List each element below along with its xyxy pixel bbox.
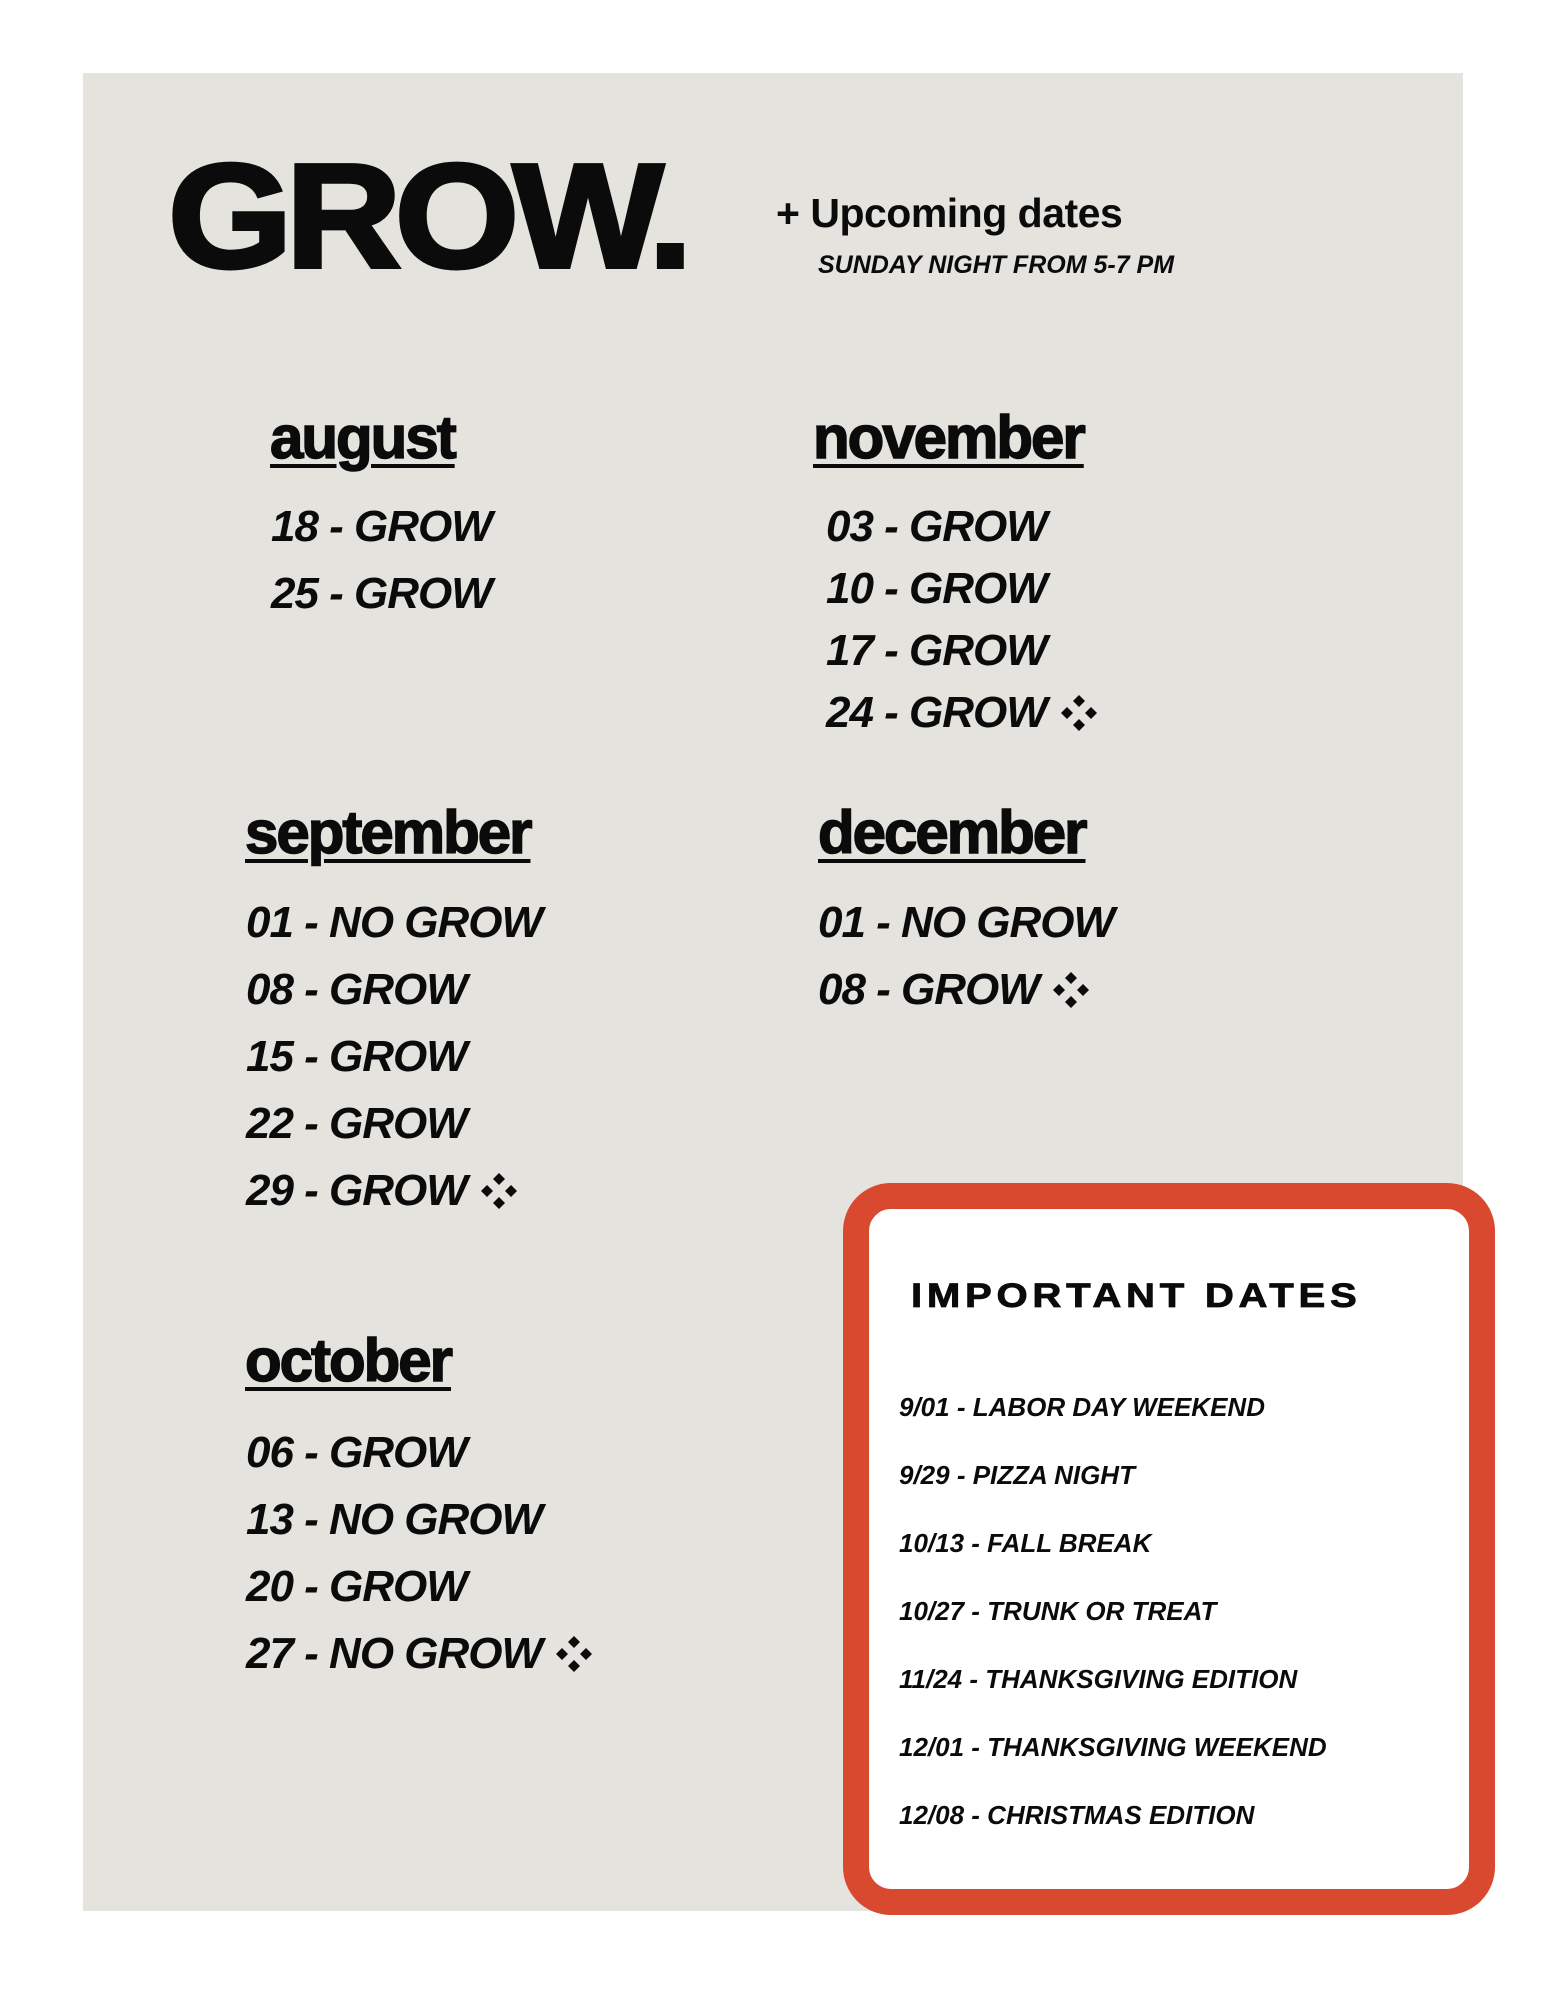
date-entry	[246, 1620, 594, 1687]
month-heading-august: august	[270, 404, 455, 471]
important-date-item: 10/27 - TRUNK OR TREAT	[899, 1596, 1217, 1626]
month-heading-december: december	[818, 799, 1086, 866]
month-heading-november: november	[813, 404, 1084, 471]
date-entry-label: 18 - GROW	[271, 502, 492, 551]
month-list-october	[246, 1419, 594, 1687]
four-diamond-sparkle-icon	[1059, 693, 1099, 733]
month-heading-september: september	[245, 799, 531, 866]
date-entry-label: 20 - GROW	[246, 1562, 467, 1611]
date-entry-label: 08 - GROW	[818, 965, 1039, 1014]
flyer-sheet	[83, 73, 1463, 1911]
month-list-september	[246, 889, 542, 1224]
important-date-item: 9/01 - LABOR DAY WEEKEND	[899, 1392, 1265, 1422]
date-entry	[826, 558, 1099, 620]
date-entry-label: 06 - GROW	[246, 1428, 467, 1477]
date-entry	[826, 682, 1099, 744]
important-dates-title: IMPORTANT DATES	[911, 1277, 1362, 1315]
date-entry-label: 01 - NO GROW	[246, 898, 543, 947]
date-entry	[246, 889, 542, 956]
date-entry	[246, 1023, 542, 1090]
date-entry	[818, 956, 1114, 1023]
month-list-december	[818, 889, 1114, 1023]
date-entry-label: 03 - GROW	[826, 502, 1047, 551]
date-entry-label: 15 - GROW	[246, 1032, 467, 1081]
important-date-item: 12/01 - THANKSGIVING WEEKEND	[899, 1732, 1327, 1762]
date-entry	[246, 1553, 594, 1620]
date-entry-label: 25 - GROW	[271, 569, 492, 618]
upcoming-dates-heading: + Upcoming dates	[776, 190, 1123, 236]
important-dates-list	[899, 1373, 1327, 1849]
month-list-november	[826, 496, 1099, 744]
four-diamond-sparkle-icon	[1051, 970, 1091, 1010]
date-entry-label: 01 - NO GROW	[818, 898, 1115, 947]
date-entry	[271, 560, 492, 627]
important-date-item: 9/29 - PIZZA NIGHT	[899, 1460, 1135, 1490]
date-entry	[246, 1486, 594, 1553]
date-entry	[246, 956, 542, 1023]
important-date-item: 12/08 - CHRISTMAS EDITION	[899, 1800, 1255, 1830]
date-entry	[246, 1090, 542, 1157]
date-entry-label: 22 - GROW	[246, 1099, 467, 1148]
date-entry-label: 17 - GROW	[826, 626, 1047, 675]
date-entry-label: 27 - NO GROW	[246, 1629, 543, 1678]
date-entry-label: 24 - GROW	[826, 688, 1047, 737]
four-diamond-sparkle-icon	[554, 1634, 594, 1674]
important-date-item: 11/24 - THANKSGIVING EDITION	[899, 1664, 1298, 1694]
important-dates-card	[843, 1183, 1495, 1915]
date-entry	[826, 496, 1099, 558]
schedule-subtitle: SUNDAY NIGHT FROM 5-7 PM	[818, 251, 1175, 279]
important-date-item: 10/13 - FALL BREAK	[899, 1528, 1152, 1558]
date-entry	[818, 889, 1114, 956]
month-list-august	[271, 493, 492, 627]
month-heading-october: october	[245, 1327, 452, 1394]
date-entry-label: 13 - NO GROW	[246, 1495, 543, 1544]
date-entry-label: 08 - GROW	[246, 965, 467, 1014]
date-entry	[246, 1157, 542, 1224]
date-entry-label: 10 - GROW	[826, 564, 1047, 613]
date-entry	[271, 493, 492, 560]
date-entry	[826, 620, 1099, 682]
date-entry	[246, 1419, 594, 1486]
four-diamond-sparkle-icon	[479, 1171, 519, 1211]
date-entry-label: 29 - GROW	[246, 1166, 467, 1215]
page-title: GROW.	[168, 134, 687, 299]
